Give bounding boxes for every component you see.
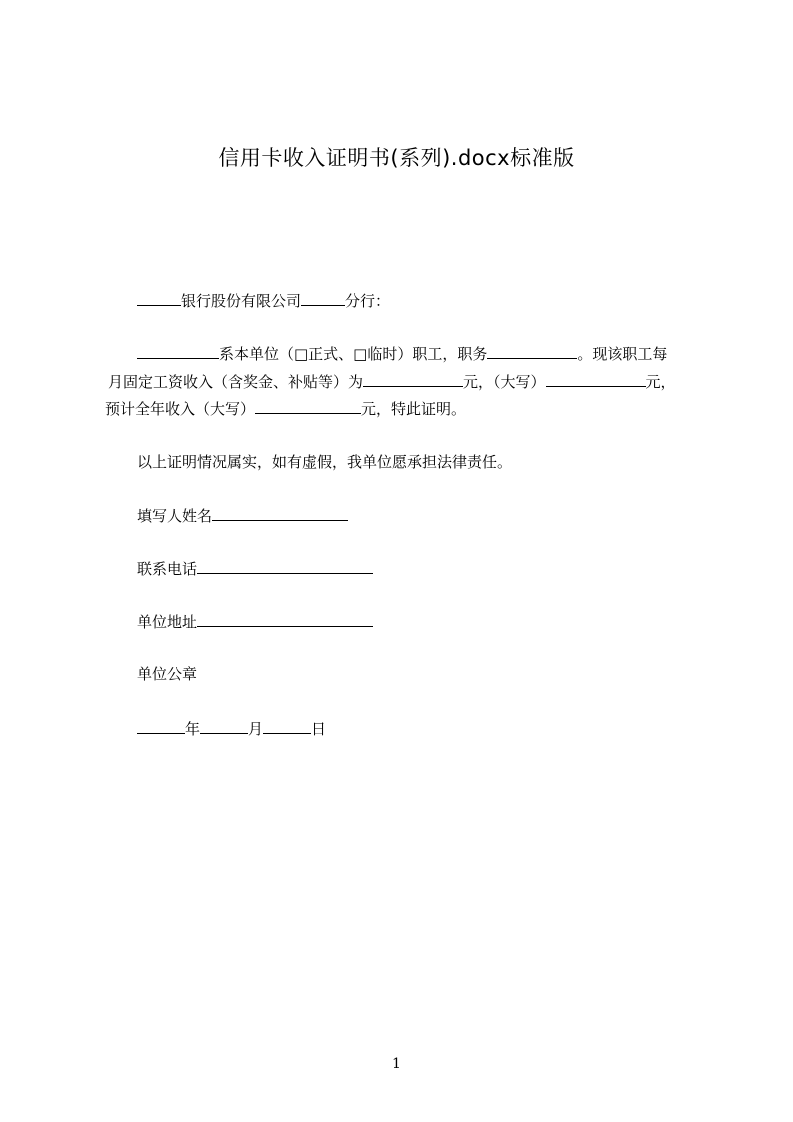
month-label: 月 — [248, 720, 264, 738]
seal-label: 单位公章 — [137, 665, 198, 683]
declaration: 以上证明情况属实，如有虚假，我单位愿承担法律责任。 — [137, 453, 513, 471]
monthly-income-words-blank — [546, 371, 646, 387]
page-number: 1 — [392, 1056, 401, 1072]
paragraph1-seg1: 系本单位（□正式、□临时）职工，职务 — [219, 345, 488, 363]
paragraph1-seg6: 预计全年收入（大写） — [105, 400, 256, 418]
bank-label: 银行股份有限公司 — [181, 292, 302, 310]
day-label: 日 — [311, 720, 327, 738]
phone-label: 联系电话 — [137, 560, 198, 578]
date-line — [137, 718, 326, 739]
filler-name-field — [137, 505, 348, 526]
employee-name-blank — [137, 343, 219, 359]
address-label: 单位地址 — [137, 613, 198, 631]
filler-name-blank — [212, 505, 348, 521]
paragraph1-line3 — [105, 398, 466, 419]
branch-label: 分行： — [345, 292, 391, 310]
day-blank — [263, 718, 311, 734]
filler-name-label: 填写人姓名 — [137, 507, 213, 525]
branch-name-blank — [301, 290, 345, 306]
salutation-line — [137, 290, 390, 311]
document-title: 信用卡收入证明书(系列).docx标准版 — [218, 146, 575, 170]
paragraph1-line1 — [137, 343, 667, 364]
month-blank — [200, 718, 248, 734]
paragraph1-seg4: 元，（大写） — [463, 373, 546, 391]
year-blank — [137, 718, 185, 734]
year-label: 年 — [185, 720, 201, 738]
paragraph1-line2 — [108, 371, 676, 392]
paragraph1-seg2: 。现该职工每 — [577, 345, 668, 363]
address-blank — [197, 611, 373, 627]
phone-field — [137, 558, 373, 579]
annual-income-blank — [255, 398, 361, 414]
position-blank — [487, 343, 577, 359]
phone-blank — [197, 558, 373, 574]
monthly-income-blank — [363, 371, 463, 387]
address-field — [137, 611, 373, 632]
paragraph1-seg7: 元，特此证明。 — [361, 400, 467, 418]
paragraph1-seg5: 元， — [645, 373, 676, 391]
bank-name-blank — [137, 290, 181, 306]
paragraph1-seg3: 月固定工资收入（含奖金、补贴等）为 — [108, 373, 364, 391]
